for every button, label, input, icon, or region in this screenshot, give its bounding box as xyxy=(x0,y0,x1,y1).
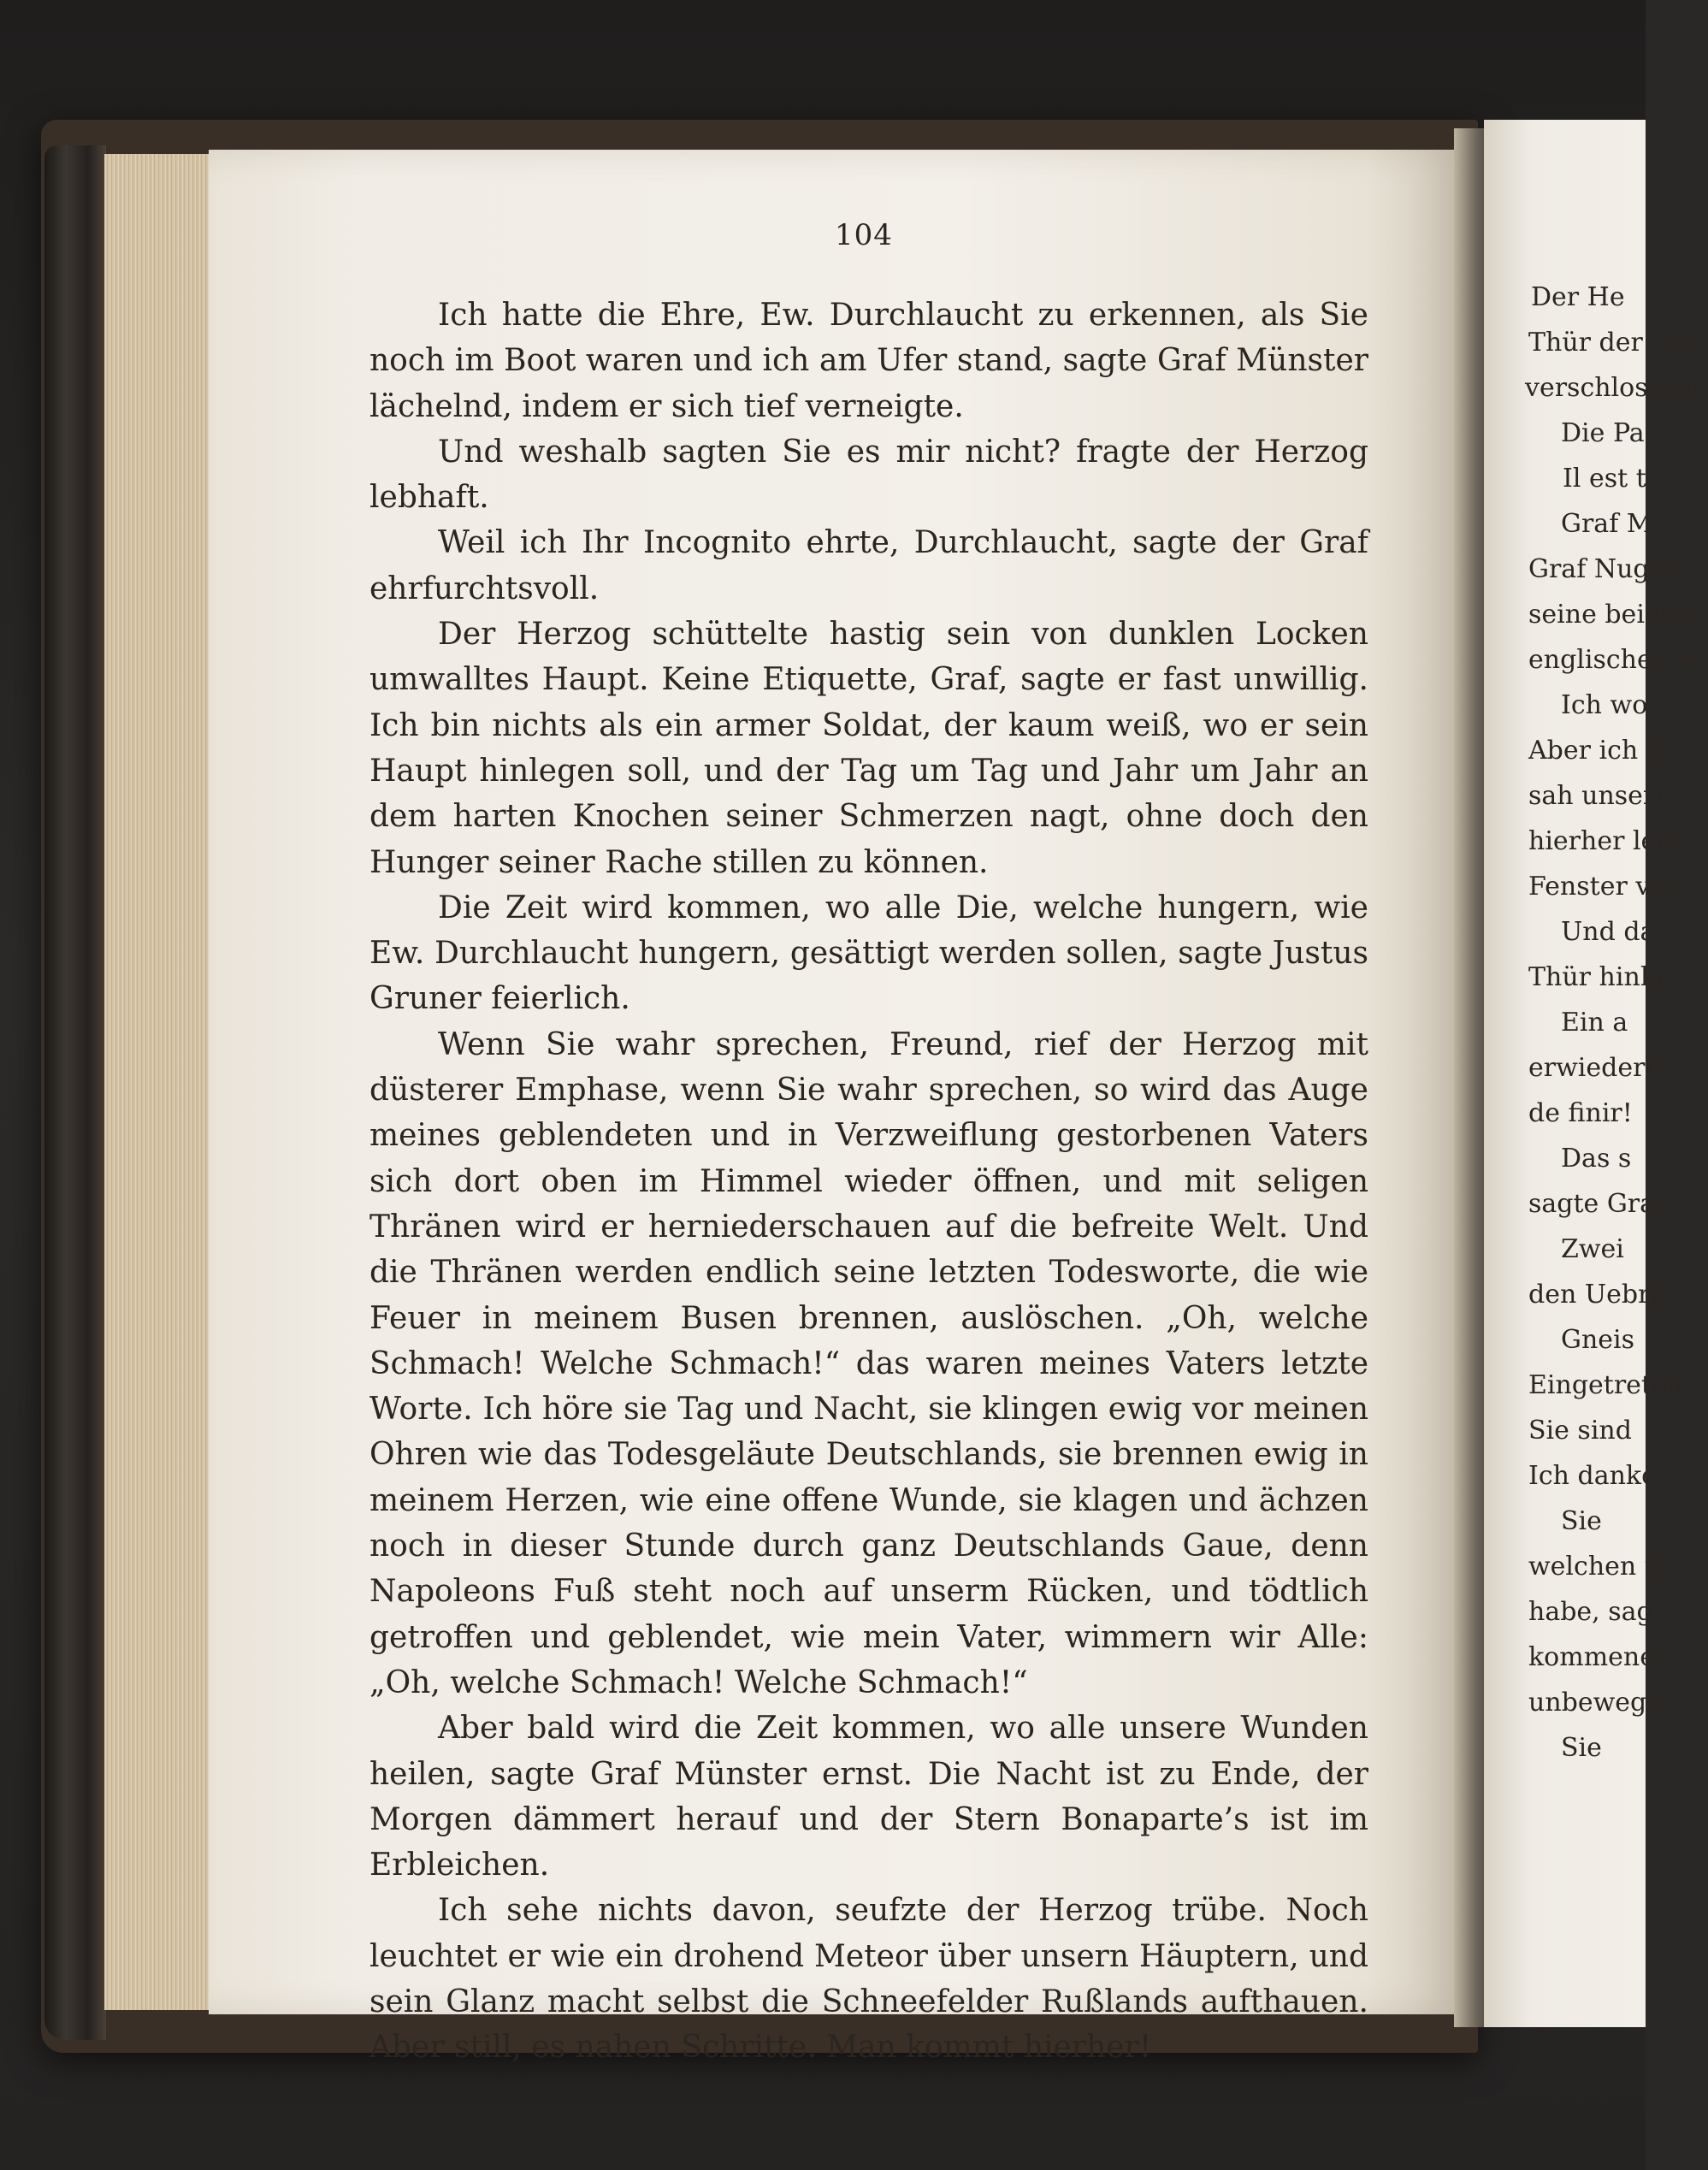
next-page-line: Fenster vor xyxy=(1528,872,1678,902)
page-text-body xyxy=(369,293,1368,2071)
book-spine-edge xyxy=(44,145,106,2040)
paragraph-1: Ich hatte die Ehre, Ew. Durchlaucht zu erkennen, als Sie noch im Boot waren und ich am Ufer stand, sagte Graf Münster lächelnd, indem er sich tief verneigte. xyxy=(369,298,1368,424)
next-page-line: Und da xyxy=(1561,917,1656,947)
next-page-line: Il est t xyxy=(1563,464,1646,494)
page-number: 104 xyxy=(835,218,893,252)
next-page-line: Ich wo xyxy=(1561,690,1648,720)
next-page-line: seine beiden xyxy=(1528,600,1693,630)
next-page-line: englischen S xyxy=(1528,645,1695,675)
next-page-line: erwiederte xyxy=(1528,1053,1671,1083)
paragraph-5: Die Zeit wird kommen, wo alle Die, welche hungern, wie Ew. Durchlaucht hungern, gesättigt werden sollen, sagte Justus Gruner feierlich. xyxy=(369,890,1368,1017)
next-page-line: Gneis xyxy=(1561,1325,1635,1355)
paragraph-2: Und weshalb sagten Sie es mir nicht? fragte der Herzog lebhaft. xyxy=(369,434,1368,516)
next-page-line: Graf Nugen xyxy=(1528,554,1681,584)
page-block-edges xyxy=(104,154,216,2010)
next-page-line: den Uebrig xyxy=(1528,1280,1675,1310)
next-page-line: Sie sind xyxy=(1528,1416,1632,1446)
next-page-line: Sie xyxy=(1561,1506,1602,1536)
right-page-fragment xyxy=(1484,120,1708,2027)
paragraph-7: Aber bald wird die Zeit kommen, wo alle unsere Wunden heilen, sagte Graf Münster ernst. Die Nacht ist zu Ende, der Morgen dämmert herauf und der Stern Bonaparte’s ist im Erbleichen. xyxy=(369,1711,1368,1883)
next-page-line: Ein a xyxy=(1561,1008,1628,1038)
paragraph-3: Weil ich Ihr Incognito ehrte, Durchlaucht, sagte der Graf ehrfurchtsvoll. xyxy=(369,525,1368,606)
next-page-line: Thür hinho xyxy=(1528,962,1673,992)
next-page-line: Thür der Hü xyxy=(1528,328,1690,358)
next-page-line: Zwei xyxy=(1561,1234,1624,1264)
next-page-line: de finir! xyxy=(1528,1098,1633,1128)
paragraph-6: Wenn Sie wahr sprechen, Freund, rief der Herzog mit düsterer Emphase, wenn Sie wahr sprechen, so wird das Auge meines geblendeten und in Verzweiflung gestorbenen Vaters sich dort oben im Himmel wieder öffnen, und mit seligen Thränen wird er herniederschauen auf die befreite Welt. Und die Thränen werden endlich seine letzten Todesworte, die wie Feuer in meinem Busen brennen, auslöschen. „Oh, welche Schmach! Welche Schmach!“ das waren meines Vaters letzte Worte. Ich höre sie Tag und Nacht, sie klingen ewig vor meinen Ohren wie das Todesgeläute Deutschlands, sie brennen ewig in meinem Herzen, wie eine offene Wunde, sie klagen und ächzen noch in dieser Stunde durch ganz Deutschlands Gaue, denn Napoleons Fuß steht noch auf unserm Rücken, und tödtlich getroffen und geblendet, wie mein Vater, wimmern wir Alle: „Oh, welche Schmach! Welche Schmach!“ xyxy=(369,1026,1368,1700)
next-page-line: Aber ich g xyxy=(1528,736,1663,766)
next-page-line: verschlossene xyxy=(1525,373,1708,403)
next-page-line: Der He xyxy=(1531,282,1625,312)
next-page-line: Ich danke xyxy=(1528,1461,1657,1491)
next-page-line: Graf M xyxy=(1561,509,1653,539)
next-page-line: Das s xyxy=(1561,1144,1632,1174)
next-page-line: Sie xyxy=(1561,1733,1602,1763)
next-page-line: welchen ne xyxy=(1528,1552,1676,1582)
next-page-line: kommener xyxy=(1528,1642,1668,1672)
next-page-line: habe, sag xyxy=(1528,1597,1653,1627)
next-page-line: sah unsern xyxy=(1528,781,1672,811)
paragraph-4: Der Herzog schüttelte hastig sein von dunklen Locken umwalltes Haupt. Keine Etiquette, Graf, sagte er fast unwillig. Ich bin nichts als ein armer Soldat, der kaum weiß, wo er sein Haupt hinlegen soll, und der Tag um Tag und Jahr um Jahr an dem harten Knochen seiner Schmerzen nagt, ohne doch den Hunger seiner Rache stillen zu können. xyxy=(369,617,1368,880)
next-page-line: unbewegl xyxy=(1528,1688,1655,1718)
paragraph-8: Ich sehe nichts davon, seufzte der Herzog trübe. Noch leuchtet er wie ein drohend Meteor über unsern Häuptern, und sein Glanz macht selbst die Schneefelder Rußlands aufthauen. Aber still, es nahen Schritte. Man kommt hierher! xyxy=(369,1893,1368,2066)
next-page-line: Eingetreten xyxy=(1528,1370,1684,1400)
next-page-line: Die Pa xyxy=(1561,418,1645,448)
next-page-line: hierher lenk xyxy=(1528,826,1688,856)
next-page-line: sagte Graf xyxy=(1528,1189,1665,1219)
